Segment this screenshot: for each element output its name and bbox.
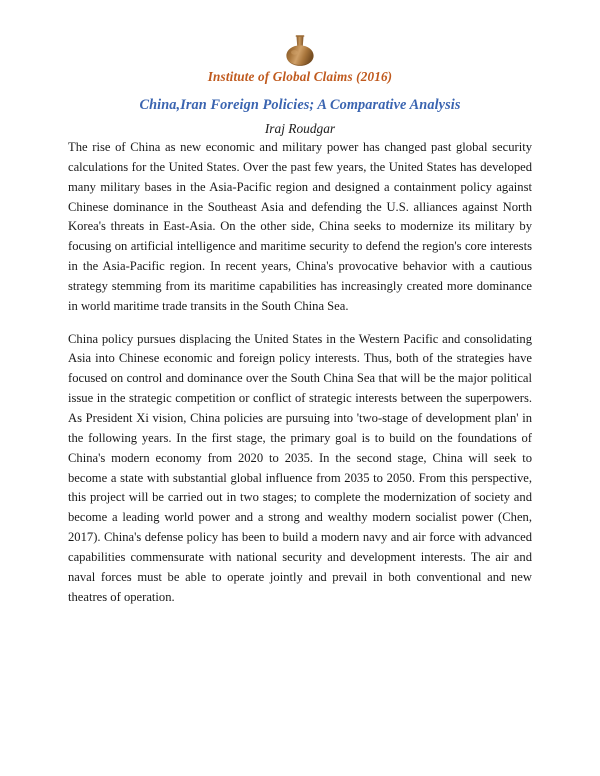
institute-name: Institute of Global Claims (2016) xyxy=(207,69,393,84)
page-title: China,Iran Foreign Policies; A Comparative Analysis xyxy=(139,97,461,113)
clay-pot-amphora-icon xyxy=(278,34,322,68)
body-paragraph: China policy pursues displacing the United States in the Western Pacific and consolidating Asia into Chinese economic and foreign policy interests. Thus, both of the strategies have focused on control and dominance over the South China Sea that will be the major political issue in the strategic competition or conflict of strategic interests between the superpowers. As President Xi vision, China policies are pursuing into 'two-stage of development plan' in the following years. In the first stage, the primary goal is to build on the foundations of China's modern economy from 2020 to 2035. In the second stage, China will seek to become a state with substantial global influence from 2035 to 2050. From this perspective, this project will be carried out in two stages; to complete the modernization of society and become a leading world power and a strong and wealthy modern socialist power (Chen, 2017). China's defense policy has been to build a modern navy and air force with advanced capabilities commensurate with national security and development interests. The air and naval forces must be able to operate jointly and prevail in both conventional and new theatres of operation. xyxy=(68,331,532,604)
masthead xyxy=(0,0,600,137)
article-body xyxy=(68,138,532,607)
body-paragraph: The rise of China as new economic and military power has changed past global security calculations for the United States. Over the past few years, the United States has developed many military bases in the Asia-Pacific region and designed a containment policy against Chinese dominance in the Southeast Asia and defending the U.S. alliances against North Korea's threats in East-Asia. On the other side, China seeks to modernize its military by focusing on artificial intelligence and maritime security to defend the region's core interests in the Asia-Pacific region. In recent years, China's provocative behavior with a cautious strategy stemming from its maritime capabilities has increasingly created more dominance in world maritime trade transits in the South China Sea. xyxy=(68,140,532,313)
author-name: Iraj Roudgar xyxy=(264,121,336,136)
